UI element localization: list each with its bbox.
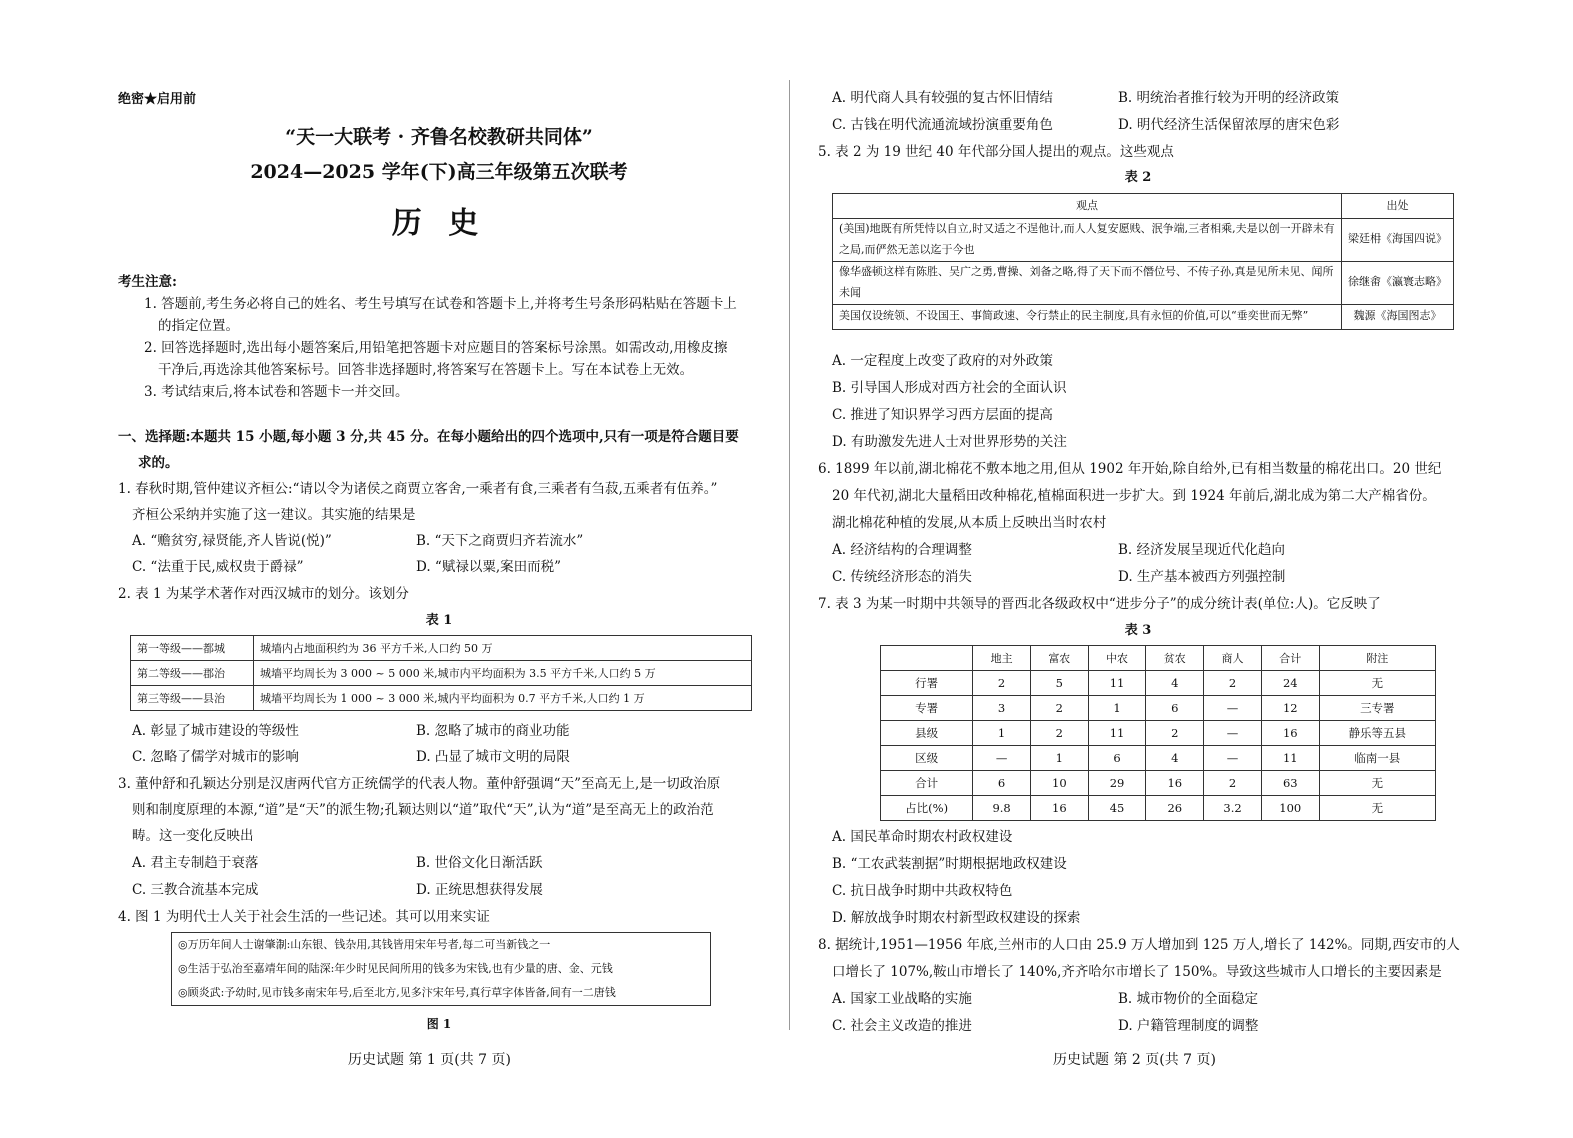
table3-header-cell: 商人 <box>1204 646 1262 671</box>
q5-option-b: B. 引导国人形成对西方社会的全面认识 <box>832 380 1067 396</box>
table3-cell: 2 <box>1030 721 1088 746</box>
table3-row <box>881 721 1436 746</box>
q3-option-a: A. 君主专制趋于衰落 <box>132 855 259 871</box>
table3-row-label: 合计 <box>881 771 973 796</box>
table3-cell: 静乐等五县 <box>1319 721 1435 746</box>
notice-1b: 的指定位置。 <box>158 318 239 334</box>
table3-header-cell: 贫农 <box>1146 646 1204 671</box>
table3-cell: — <box>1204 746 1262 771</box>
q5-option-d: D. 有助激发先进人士对世界形势的关注 <box>832 434 1067 450</box>
table3-cell: 11 <box>1088 671 1146 696</box>
table2-view-cell: (美国)地既有所凭恃以自立,时又适之不逞他计,而人人复安愿贱、泯争端,三者相乘,夫是以创一开辟未有之局,而俨然无恙以迄于今也 <box>833 219 1342 262</box>
page-divider <box>789 80 790 1030</box>
table3-header-cell: 中农 <box>1088 646 1146 671</box>
confidential-label: 绝密★启用前 <box>118 92 197 107</box>
table1-level-cell: 第一等级——都城 <box>131 636 254 661</box>
table3-cell: 三专署 <box>1319 696 1435 721</box>
notice-1a: 1. 答题前,考生务必将自己的姓名、考生号填写在试卷和答题卡上,并将考生号条形码粘贴在答题卡上 <box>144 296 737 312</box>
table3-cell: 11 <box>1088 721 1146 746</box>
q2-option-c: C. 忽略了儒学对城市的影响 <box>132 749 299 765</box>
q2-option-b: B. 忽略了城市的商业功能 <box>416 723 570 739</box>
q7-option-d: D. 解放战争时期农村新型政权建设的探索 <box>832 910 1081 926</box>
q3-stem: 3. 董仲舒和孔颖达分别是汉唐两代官方正统儒学的代表人物。董仲舒强调“天”至高无上,是一切政治原 <box>118 776 721 792</box>
q3-option-d: D. 正统思想获得发展 <box>416 882 543 898</box>
table3-cell: 2 <box>973 671 1031 696</box>
q3-option-b: B. 世俗文化日渐活跃 <box>416 855 543 871</box>
table3-cell: 无 <box>1319 771 1435 796</box>
figure1-line: ◎万历年间人士谢肇淛:山东银、钱杂用,其钱皆用宋年号者,每二可当新钱之一 <box>178 938 551 951</box>
q6-option-a: A. 经济结构的合理调整 <box>832 542 972 558</box>
table2-source-cell: 魏源《海国图志》 <box>1342 304 1454 329</box>
q8-option-b: B. 城市物价的全面稳定 <box>1118 991 1259 1007</box>
q1-stem-cont: 齐桓公采纳并实施了这一建议。其实施的结果是 <box>132 507 416 523</box>
table3-cell: 5 <box>1030 671 1088 696</box>
q4-option-d: D. 明代经济生活保留浓厚的唐宋色彩 <box>1118 117 1340 133</box>
table3-cell: 10 <box>1030 771 1088 796</box>
table3-row-label: 区级 <box>881 746 973 771</box>
q1-option-a: A. “赡贫穷,禄贤能,齐人皆说(悦)” <box>132 533 332 549</box>
table3-header-cell: 富农 <box>1030 646 1088 671</box>
table3-cell: 1 <box>1088 696 1146 721</box>
q1-stem: 1. 春秋时期,管仲建议齐桓公:“请以令为诸侯之商贾立客舍,一乘者有食,三乘者有刍菽,五乘者有伍养。” <box>118 481 718 497</box>
notice-2b: 干净后,再选涂其他答案标号。回答非选择题时,将答案写在答题卡上。写在本试卷上无效。 <box>158 362 694 378</box>
q5-stem: 5. 表 2 为 19 世纪 40 年代部分国人提出的观点。这些观点 <box>818 144 1174 160</box>
page1-footer: 历史试题 第 1 页(共 7 页) <box>348 1052 511 1068</box>
q4-option-a: A. 明代商人具有较强的复古怀旧情结 <box>832 90 1053 106</box>
q5-option-c: C. 推进了知识界学习西方层面的提高 <box>832 407 1053 423</box>
q6-option-c: C. 传统经济形态的消失 <box>832 569 972 585</box>
q8-option-d: D. 户籍管理制度的调整 <box>1118 1018 1259 1034</box>
q8-option-c: C. 社会主义改造的推进 <box>832 1018 972 1034</box>
table2-source-cell: 徐继畬《瀛寰志略》 <box>1342 261 1454 304</box>
figure1-caption: 图 1 <box>426 1017 452 1031</box>
q2-option-d: D. 凸显了城市文明的局限 <box>416 749 570 765</box>
table3-cell: 无 <box>1319 796 1435 821</box>
table1-row <box>131 636 752 661</box>
notice-3: 3. 考试结束后,将本试卷和答题卡一并交回。 <box>144 384 409 400</box>
table3-cell: 4 <box>1146 671 1204 696</box>
table2-caption: 表 2 <box>1124 170 1152 185</box>
table1-row <box>131 686 752 711</box>
section-heading-cont: 求的。 <box>138 455 179 471</box>
table1-desc-cell: 城墙平均周长为 3 000 ~ 5 000 米,城市内平均面积为 3.5 平方千米,人口约 5 万 <box>254 661 752 686</box>
q3-stem-cont1: 则和制度原理的本源,“道”是“天”的派生物;孔颖达则以“道”取代“天”,认为“道”是至高无上的政治范 <box>132 802 714 818</box>
figure1 <box>171 932 711 1006</box>
table2-header-view: 观点 <box>833 194 1342 219</box>
table3-row-label: 县级 <box>881 721 973 746</box>
table3-cell: 1 <box>1030 746 1088 771</box>
q6-option-b: B. 经济发展呈现近代化趋向 <box>1118 542 1286 558</box>
q2-stem: 2. 表 1 为某学术著作对西汉城市的划分。该划分 <box>118 586 409 602</box>
table2-row <box>833 261 1454 304</box>
q6-option-d: D. 生产基本被西方列强控制 <box>1118 569 1286 585</box>
table1-level-cell: 第二等级——郡治 <box>131 661 254 686</box>
q7-option-b: B. “工农武装割据”时期根据地政权建设 <box>832 856 1067 872</box>
table1-desc-cell: 城墙内占地面积约为 36 平方千米,人口约 50 万 <box>254 636 752 661</box>
table1-level-cell: 第三等级——县治 <box>131 686 254 711</box>
page2-footer: 历史试题 第 2 页(共 7 页) <box>1053 1052 1216 1068</box>
table3-row <box>881 771 1436 796</box>
q3-stem-cont2: 畴。这一变化反映出 <box>132 828 254 844</box>
exam-title-line1: “天一大联考 · 齐鲁名校教研共同体” <box>285 126 593 148</box>
table3-cell: 12 <box>1261 696 1319 721</box>
exam-title-line2: 2024—2025 学年(下)高三年级第五次联考 <box>250 161 628 183</box>
table2-row <box>833 219 1454 262</box>
table3-header-cell <box>881 646 973 671</box>
table3-row <box>881 796 1436 821</box>
q1-option-d: D. “赋禄以粟,案田而税” <box>416 559 562 575</box>
table3-cell: 16 <box>1146 771 1204 796</box>
table3 <box>880 645 1436 821</box>
table3-row-label: 专署 <box>881 696 973 721</box>
table3-cell: 2 <box>1146 721 1204 746</box>
table3-cell: 29 <box>1088 771 1146 796</box>
table2-view-cell: 像华盛顿这样有陈胜、吴广之勇,曹操、刘备之略,得了天下而不僭位号、不传子孙,真是见所未见、闻所未闻 <box>833 261 1342 304</box>
table3-cell: 9.8 <box>973 796 1031 821</box>
notice-title: 考生注意: <box>118 274 177 290</box>
q1-option-b: B. “天下之商贾归齐若流水” <box>416 533 584 549</box>
q7-option-c: C. 抗日战争时期中共政权特色 <box>832 883 1013 899</box>
q6-stem: 6. 1899 年以前,湖北棉花不敷本地之用,但从 1902 年开始,除自给外,已有相当数量的棉花出口。20 世纪 <box>818 461 1442 477</box>
section-heading: 一、选择题:本题共 15 小题,每小题 3 分,共 45 分。在每小题给出的四个选项中,只有一项是符合题目要 <box>118 429 739 445</box>
table3-header-cell: 合计 <box>1261 646 1319 671</box>
table3-cell: — <box>1204 721 1262 746</box>
table3-cell: 2 <box>1204 671 1262 696</box>
table3-cell: 3.2 <box>1204 796 1262 821</box>
table3-cell: 100 <box>1261 796 1319 821</box>
q4-option-c: C. 古钱在明代流通流域扮演重要角色 <box>832 117 1053 133</box>
q2-option-a: A. 彰显了城市建设的等级性 <box>132 723 299 739</box>
table1-desc-cell: 城墙平均周长为 1 000 ~ 3 000 米,城内平均面积为 0.7 平方千米,人口约 1 万 <box>254 686 752 711</box>
table1-row <box>131 661 752 686</box>
table2-source-cell: 梁廷枏《海国四说》 <box>1342 219 1454 262</box>
figure1-line: ◎顾炎武:予幼时,见市钱多南宋年号,后至北方,见多汴宋年号,真行草字体皆备,间有一二唐钱 <box>178 986 616 999</box>
table3-header-cell: 地主 <box>973 646 1031 671</box>
table2-row <box>833 304 1454 329</box>
table3-cell: 2 <box>1204 771 1262 796</box>
q8-stem-cont: 口增长了 107%,鞍山市增长了 140%,齐齐哈尔市增长了 150%。导致这些城市人口增长的主要因素是 <box>832 964 1442 980</box>
table3-cell: 临南一县 <box>1319 746 1435 771</box>
table3-cell: 4 <box>1146 746 1204 771</box>
figure1-line: ◎生活于弘治至嘉靖年间的陆深:年少时见民间所用的钱多为宋钱,也有少量的唐、金、元钱 <box>178 962 613 975</box>
table3-cell: 11 <box>1261 746 1319 771</box>
table3-row-label: 行署 <box>881 671 973 696</box>
q7-stem: 7. 表 3 为某一时期中共领导的晋西北各级政权中“进步分子”的成分统计表(单位:人)。它反映了 <box>818 596 1381 612</box>
table3-cell: — <box>1204 696 1262 721</box>
q7-option-a: A. 国民革命时期农村政权建设 <box>832 829 1013 845</box>
subject-title: 历 史 <box>391 206 487 241</box>
table3-cell: — <box>973 746 1031 771</box>
q3-option-c: C. 三教合流基本完成 <box>132 882 259 898</box>
table3-caption: 表 3 <box>1124 623 1152 638</box>
table3-cell: 2 <box>1030 696 1088 721</box>
q8-stem: 8. 据统计,1951—1956 年底,兰州市的人口由 25.9 万人增加到 125 万人,增长了 142%。同期,西安市的人 <box>818 937 1460 953</box>
table1 <box>130 635 752 711</box>
table2-view-cell: 美国仅设统领、不设国王、事简政速、令行禁止的民主制度,具有永恒的价值,可以“垂奕世而无弊” <box>833 304 1342 329</box>
table1-caption: 表 1 <box>425 613 453 628</box>
q4-stem: 4. 图 1 为明代士人关于社会生活的一些记述。其可以用来实证 <box>118 909 490 925</box>
table3-row <box>881 671 1436 696</box>
table2 <box>832 193 1454 330</box>
table3-header-cell: 附注 <box>1319 646 1435 671</box>
table3-row-label: 占比(%) <box>881 796 973 821</box>
table3-row <box>881 696 1436 721</box>
table3-cell: 16 <box>1030 796 1088 821</box>
q6-stem-cont2: 湖北棉花种植的发展,从本质上反映出当时农村 <box>832 515 1107 531</box>
table3-cell: 6 <box>973 771 1031 796</box>
q6-stem-cont1: 20 年代初,湖北大量稻田改种棉花,植棉面积进一步扩大。到 1924 年前后,湖北成为第二大产棉省份。 <box>832 488 1436 504</box>
table3-cell: 3 <box>973 696 1031 721</box>
table3-cell: 无 <box>1319 671 1435 696</box>
table3-cell: 1 <box>973 721 1031 746</box>
q4-option-b: B. 明统治者推行较为开明的经济政策 <box>1118 90 1340 106</box>
notice-2a: 2. 回答选择题时,选出每小题答案后,用铅笔把答题卡对应题目的答案标号涂黑。如需改动,用橡皮擦 <box>144 340 728 356</box>
table3-cell: 24 <box>1261 671 1319 696</box>
table3-cell: 16 <box>1261 721 1319 746</box>
table2-header-source: 出处 <box>1342 194 1454 219</box>
q5-option-a: A. 一定程度上改变了政府的对外政策 <box>832 353 1053 369</box>
table3-cell: 63 <box>1261 771 1319 796</box>
q1-option-c: C. “法重于民,威权贵于爵禄” <box>132 559 304 575</box>
table3-cell: 26 <box>1146 796 1204 821</box>
table3-cell: 6 <box>1088 746 1146 771</box>
table3-cell: 6 <box>1146 696 1204 721</box>
table3-row <box>881 746 1436 771</box>
table3-cell: 45 <box>1088 796 1146 821</box>
q8-option-a: A. 国家工业战略的实施 <box>832 991 972 1007</box>
